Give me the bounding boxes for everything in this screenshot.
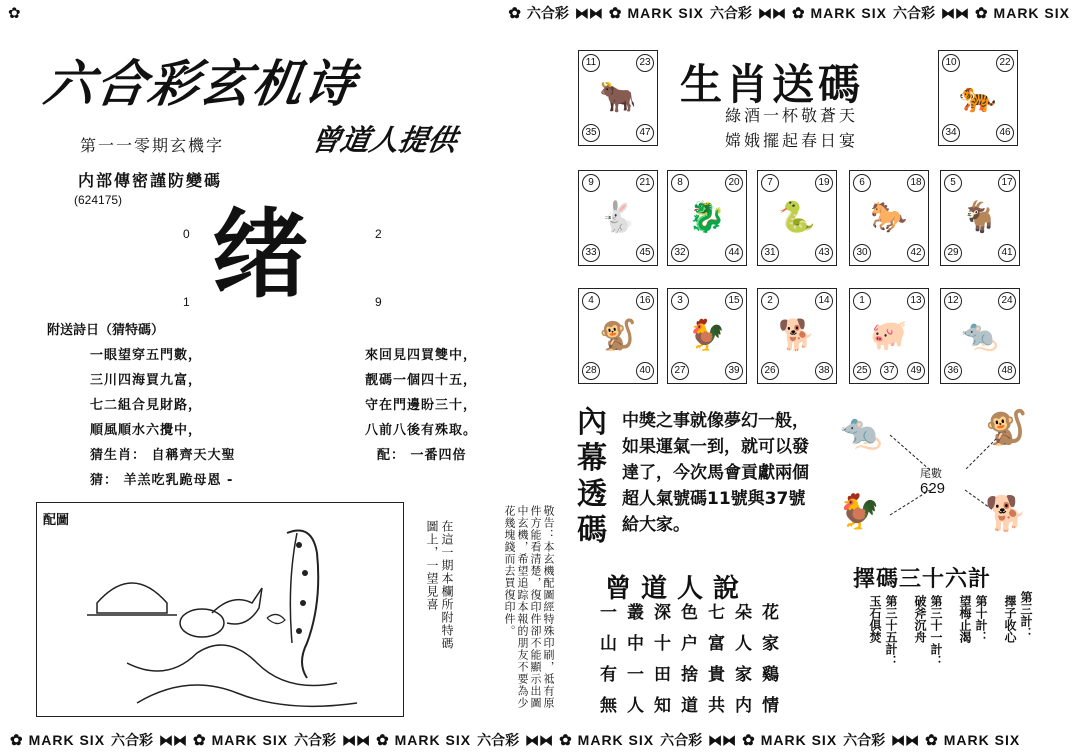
poem-line: 靓碼一個四十五， bbox=[365, 373, 478, 388]
strategy-head: 第三計： bbox=[1019, 591, 1033, 639]
bowtie-cross-icon: ⧓⧓ bbox=[525, 731, 554, 748]
poem-line: 順風順水六攪中， bbox=[90, 423, 203, 438]
band-logo: MARK SIX bbox=[577, 732, 655, 748]
bowtie-cross-icon: ⧓⧓ bbox=[757, 4, 786, 21]
flower-seal-icon: ✿ bbox=[608, 5, 622, 22]
band-logo: MARK SIX bbox=[810, 5, 887, 21]
zodiac-number: 12 bbox=[944, 292, 962, 310]
poem-line: 來回見四買雙中， bbox=[365, 348, 478, 363]
zodiac-number: 29 bbox=[944, 244, 962, 262]
riddle-num-top-left: 0 bbox=[183, 227, 190, 241]
bowtie-cross-icon: ⧓⧓ bbox=[708, 731, 737, 748]
notice-text: 敬告：本玄機配圖經特殊印刷，祗有原件方能看清楚，復印件卻不能顯示出圖中玄機，希望追踪本報的朋友不要為少花幾塊錢而去買復印件。 bbox=[503, 505, 555, 709]
goat-icon: 🐐 bbox=[961, 200, 999, 235]
riddle-num-bottom-right: 9 bbox=[375, 295, 382, 309]
strategy-item bbox=[913, 595, 943, 667]
riddle-character: 绪 bbox=[212, 199, 308, 311]
strategies-list bbox=[858, 591, 1033, 720]
top-band bbox=[0, 0, 1080, 26]
strategy-body: 望梅止渴 bbox=[958, 595, 972, 643]
zodiac-number: 5 bbox=[944, 174, 962, 192]
zodiac-number: 17 bbox=[998, 174, 1016, 192]
monkey-icon: 🐒 bbox=[599, 318, 637, 353]
flower-seal-icon: ✿ bbox=[508, 5, 521, 22]
zodiac-card bbox=[849, 170, 929, 266]
zodiac-number: 43 bbox=[815, 244, 833, 262]
zodiac-card bbox=[940, 288, 1020, 384]
zodiac-card bbox=[578, 50, 658, 146]
zodiac-number: 13 bbox=[907, 292, 925, 310]
band-sixhe: 六合彩 bbox=[294, 732, 337, 748]
tail-label: 尾數 bbox=[920, 467, 942, 480]
band-logo: MARK SIX bbox=[627, 5, 704, 21]
zodiac-card bbox=[849, 288, 929, 384]
bowtie-cross-icon: ⧓⧓ bbox=[159, 731, 188, 748]
zodiac-number: 8 bbox=[671, 174, 689, 192]
flower-seal-icon: ✿ bbox=[974, 5, 988, 22]
band-sixhe: 六合彩 bbox=[477, 732, 520, 748]
bottom-band bbox=[0, 727, 1080, 753]
zodiac-number: 16 bbox=[636, 292, 654, 310]
page-subtitle: 曾道人提供 bbox=[308, 123, 460, 157]
zodiac-number: 10 bbox=[942, 54, 960, 72]
strategy-item bbox=[958, 595, 988, 643]
zodiac-number: 18 bbox=[907, 174, 925, 192]
zodiac-number: 36 bbox=[944, 362, 962, 380]
flower-seal-icon: ✿ bbox=[193, 732, 206, 749]
zodiac-number: 32 bbox=[671, 244, 689, 262]
rabbit-icon: 🐇 bbox=[599, 200, 637, 235]
zodiac-poem-line: 綠酒一杯敬蒼天 bbox=[725, 106, 859, 125]
band-sixhe: 六合彩 bbox=[892, 5, 935, 21]
band-sixhe: 六合彩 bbox=[526, 5, 569, 21]
zodiac-card bbox=[757, 288, 837, 384]
poem-heading: 附送詩日（猜特碼） bbox=[47, 323, 165, 338]
snake-icon: 🐍 bbox=[778, 200, 816, 235]
flower-seal-icon: ✿ bbox=[376, 732, 389, 749]
zodiac-card bbox=[667, 170, 747, 266]
zodiac-card bbox=[667, 288, 747, 384]
issue-label: 第一一零期玄機字 bbox=[80, 136, 225, 155]
band-sixhe: 六合彩 bbox=[111, 732, 154, 748]
zodiac-number: 49 bbox=[907, 362, 925, 380]
zodiac-number: 48 bbox=[998, 362, 1016, 380]
illustration-note: 在這一期本欄所附特碼 bbox=[440, 520, 454, 650]
dragon-icon: 🐉 bbox=[688, 200, 726, 235]
monkey-icon: 🐒 bbox=[985, 408, 1028, 448]
zodiac-number: 37 bbox=[880, 362, 898, 380]
zodiac-number: 20 bbox=[725, 174, 743, 192]
phone-label: (624175) bbox=[74, 193, 123, 207]
zodiac-number: 3 bbox=[671, 292, 689, 310]
zodiac-title: 生肖送碼 bbox=[680, 60, 865, 109]
saying-line: 無人知道共内情 bbox=[600, 696, 789, 716]
zodiac-number: 46 bbox=[996, 124, 1014, 142]
dog-icon: 🐕 bbox=[778, 318, 816, 353]
band-logo: MARK SIX bbox=[211, 732, 289, 748]
flower-seal-icon: ✿ bbox=[925, 732, 938, 749]
zodiac-number: 44 bbox=[725, 244, 743, 262]
inside-title: 內幕透碼 bbox=[577, 405, 607, 548]
poem-line: 一眼望穿五門數， bbox=[90, 348, 203, 363]
poem-line: 八前八後有殊取。 bbox=[365, 423, 478, 438]
zodiac-number: 24 bbox=[998, 292, 1016, 310]
strategies-title: 擇碼三十六計 bbox=[853, 567, 992, 592]
illustration-caption: 圖上，一望見喜 bbox=[425, 520, 439, 611]
band-sixhe: 六合彩 bbox=[709, 5, 752, 21]
page-title: 六合彩玄机诗 bbox=[40, 55, 361, 113]
bowtie-cross-icon: ⧓⧓ bbox=[940, 4, 969, 21]
poem-guess-animal: 猜生肖： 自稱齊天大聖 bbox=[90, 448, 236, 463]
zodiac-number: 4 bbox=[582, 292, 600, 310]
ox-icon: 🐂 bbox=[599, 80, 637, 115]
zodiac-number: 45 bbox=[636, 244, 654, 262]
horse-icon: 🐎 bbox=[870, 200, 908, 235]
zodiac-number: 23 bbox=[636, 54, 654, 72]
saying-line: 有一田捨貴家鷄 bbox=[600, 665, 789, 685]
poem-line: 守在門邊盼三十， bbox=[365, 398, 478, 413]
tiger-icon: 🐅 bbox=[959, 80, 997, 115]
saying-line: 山中十户富人家 bbox=[600, 634, 789, 654]
poem-left-column bbox=[90, 343, 236, 493]
band-logo: MARK SIX bbox=[943, 732, 1021, 748]
strategy-body: 擇子收心 bbox=[1003, 595, 1017, 643]
zodiac-number: 15 bbox=[725, 292, 743, 310]
zodiac-card bbox=[938, 50, 1018, 146]
secret-label: 内部傳密謹防變碼 bbox=[78, 171, 223, 190]
band-logo: MARK SIX bbox=[28, 732, 106, 748]
pig-icon: 🐖 bbox=[870, 318, 908, 353]
zodiac-number: 1 bbox=[853, 292, 871, 310]
strategy-head: 第三十五計： bbox=[884, 595, 898, 667]
zodiac-card bbox=[578, 288, 658, 384]
band-logo: MARK SIX bbox=[993, 5, 1070, 21]
strategy-head: 第十計： bbox=[974, 595, 988, 643]
rat-icon: 🐀 bbox=[840, 412, 883, 452]
zodiac-number: 7 bbox=[761, 174, 779, 192]
saying-lines bbox=[600, 598, 789, 722]
illustration-label: 配圖 bbox=[43, 513, 70, 528]
illustration-box bbox=[36, 502, 404, 717]
poem-line: 三川四海買九富， bbox=[90, 373, 203, 388]
riddle-num-top-right: 2 bbox=[375, 227, 382, 241]
poem-match: 配： 一番四倍 bbox=[377, 448, 467, 463]
zodiac-number: 6 bbox=[853, 174, 871, 192]
zodiac-number: 30 bbox=[853, 244, 871, 262]
poem-right-column bbox=[365, 343, 477, 468]
strategy-item bbox=[1003, 591, 1033, 643]
zodiac-number: 2 bbox=[761, 292, 779, 310]
poem-guess: 猜： 羊羔吃乳跪母恩 - bbox=[90, 473, 234, 488]
zodiac-number: 34 bbox=[942, 124, 960, 142]
flower-seal-icon: ✿ bbox=[8, 4, 21, 22]
poem-line: 七二組合見財路， bbox=[90, 398, 203, 413]
zodiac-number: 33 bbox=[582, 244, 600, 262]
inside-story: 中獎之事就像夢幻一般，如果運氣一到，就可以發達了，今次馬會貢獻兩個超人氣號碼11號與37號給大家。 bbox=[622, 411, 809, 535]
zodiac-card bbox=[757, 170, 837, 266]
band-logo: MARK SIX bbox=[760, 732, 838, 748]
illustration-drawing bbox=[37, 503, 403, 716]
zodiac-number: 21 bbox=[636, 174, 654, 192]
tail-value: 629 bbox=[920, 480, 946, 497]
zodiac-number: 25 bbox=[853, 362, 871, 380]
bowtie-cross-icon: ⧓⧓ bbox=[574, 4, 603, 21]
zodiac-number: 9 bbox=[582, 174, 600, 192]
zodiac-number: 42 bbox=[907, 244, 925, 262]
strategy-head: 第三十一計： bbox=[929, 595, 943, 667]
bowtie-cross-icon: ⧓⧓ bbox=[342, 731, 371, 748]
zodiac-number: 22 bbox=[996, 54, 1014, 72]
zodiac-number: 41 bbox=[998, 244, 1016, 262]
zodiac-number: 47 bbox=[636, 124, 654, 142]
zodiac-number: 28 bbox=[582, 362, 600, 380]
zodiac-number: 19 bbox=[815, 174, 833, 192]
strategy-body: 破斧沉舟 bbox=[913, 595, 927, 643]
rooster-icon: 🐓 bbox=[688, 318, 726, 353]
saying-title: 曾道人說 bbox=[605, 574, 750, 604]
zodiac-number: 40 bbox=[636, 362, 654, 380]
band-sixhe: 六合彩 bbox=[660, 732, 703, 748]
zodiac-number: 26 bbox=[761, 362, 779, 380]
flower-seal-icon: ✿ bbox=[10, 732, 23, 749]
flower-seal-icon: ✿ bbox=[791, 5, 805, 22]
zodiac-card bbox=[940, 170, 1020, 266]
saying-line: 一叢深色七朵花 bbox=[600, 603, 789, 623]
band-sixhe: 六合彩 bbox=[843, 732, 886, 748]
zodiac-number: 31 bbox=[761, 244, 779, 262]
zodiac-number: 14 bbox=[815, 292, 833, 310]
band-logo: MARK SIX bbox=[394, 732, 472, 748]
rooster-icon: 🐓 bbox=[838, 492, 881, 532]
zodiac-card bbox=[578, 170, 658, 266]
strategy-body: 玉石俱焚 bbox=[868, 595, 882, 643]
flower-seal-icon: ✿ bbox=[559, 732, 572, 749]
zodiac-number: 39 bbox=[725, 362, 743, 380]
zodiac-number: 11 bbox=[582, 54, 600, 72]
strategy-item bbox=[868, 595, 898, 667]
bowtie-cross-icon: ⧓⧓ bbox=[891, 731, 920, 748]
zodiac-number: 35 bbox=[582, 124, 600, 142]
zodiac-number: 38 bbox=[815, 362, 833, 380]
flower-seal-icon: ✿ bbox=[742, 732, 755, 749]
riddle-num-bottom-left: 1 bbox=[183, 295, 190, 309]
zodiac-poem-line: 嫦娥擺起春日宴 bbox=[725, 131, 859, 150]
rat-icon: 🐀 bbox=[961, 318, 999, 353]
dog-icon: 🐕 bbox=[985, 494, 1028, 534]
zodiac-number: 27 bbox=[671, 362, 689, 380]
